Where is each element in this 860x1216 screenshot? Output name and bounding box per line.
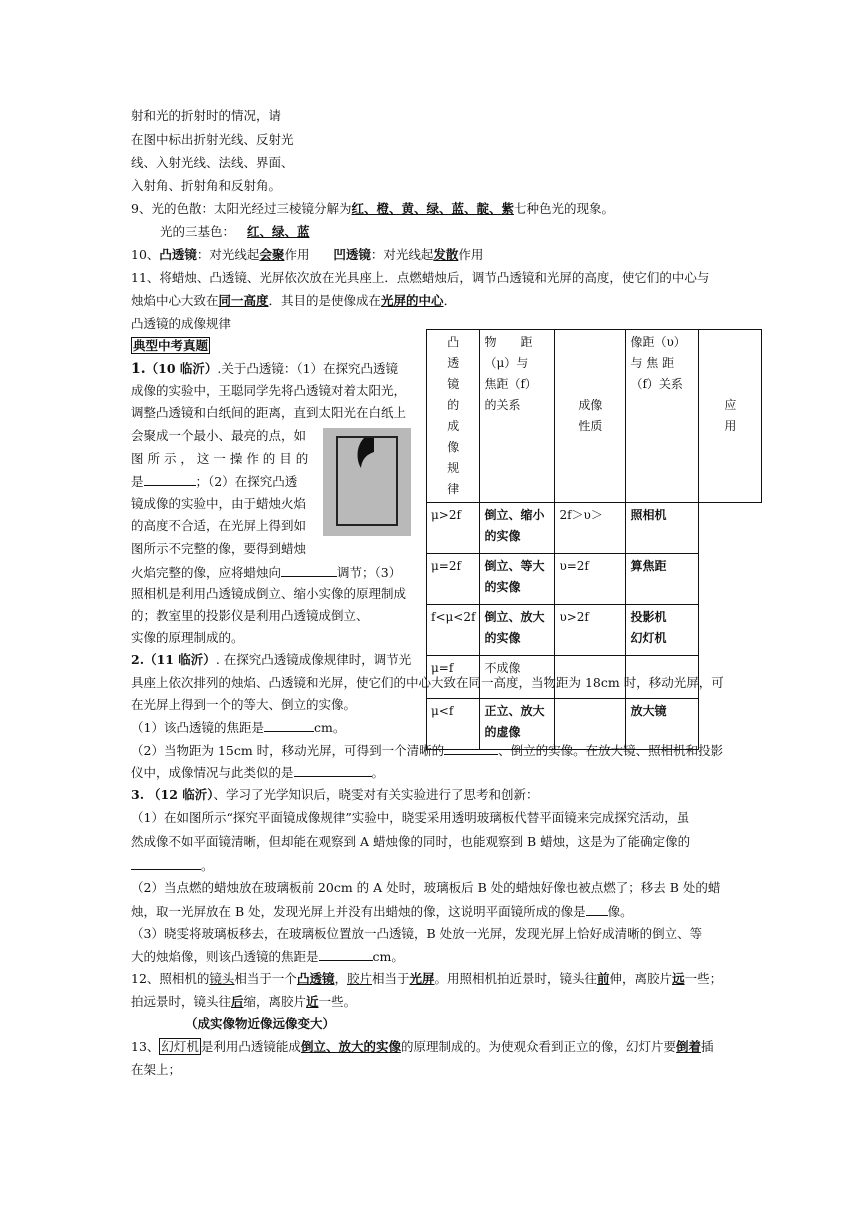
- intro-line-1: 射和光的折射时的情况，请: [131, 108, 282, 123]
- cell-line: μ=f: [431, 661, 454, 675]
- cell-line: 用: [724, 419, 737, 433]
- cell-line: （μ）与: [484, 356, 529, 370]
- q1-line-1: 1.（10 临沂）.关于凸透镜：（1）在探究凸透镜: [131, 361, 399, 377]
- cell-line: 物 距: [484, 335, 533, 349]
- q3-sub-2-cont: 烛，取一光屏放在 B 处，发现光屏上并没有出蜡烛的像，这说明平面镜所成的像是 像。: [131, 904, 633, 919]
- item-10: 10、凸透镜：对光线起会聚作用 凹透镜：对光线起发散作用: [131, 247, 484, 262]
- cell-line: 透: [447, 356, 460, 370]
- cell-line: 的关系: [484, 398, 521, 412]
- q2-line-2: 具座上依次排列的烛焰、凸透镜和光屏，使它们的中心大致在同一高度，当物距为 18cm 时，移动光屏，可: [131, 675, 724, 690]
- cell-line: 性质: [578, 419, 603, 433]
- primary-colors: 光的三基色： 红、绿、蓝: [160, 224, 310, 239]
- cell-line: υ>2f: [559, 610, 589, 624]
- q1-line-2: 成像的实验中，王聪同学先将凸透镜对着太阳光，: [131, 383, 407, 398]
- cell-line: 规: [447, 461, 460, 475]
- cell-line: 的虚像: [484, 725, 521, 739]
- item-9: 9、光的色散：太阳光经过三棱镜分解为红、橙、黄、绿、蓝、靛、紫七种色光的现象。: [131, 201, 614, 216]
- cell-line: 凸: [447, 335, 460, 349]
- cell-object-distance: [427, 503, 480, 554]
- cell-line: υ=2f: [559, 559, 589, 573]
- cell-application: [626, 503, 699, 554]
- cell-line: μ=2f: [431, 559, 461, 573]
- q1-line-9: 图所示不完整的像，要得到蜡烛: [131, 541, 307, 556]
- intro-line-3: 线、入射光线、法线、界面、: [131, 155, 294, 170]
- header-application: [699, 330, 762, 503]
- q3-sub-1-cont: 然成像不如平面镜清晰，但却能在观察到 A 蜡烛像的同时，也能观察到 B 蜡烛，这是为了能确定像的: [131, 834, 691, 849]
- cell-line: 焦距（f）: [484, 377, 537, 391]
- q1-line-13: 实像的原理制成的。: [131, 630, 244, 645]
- cell-line: 成像: [578, 398, 603, 412]
- exam-title: 典型中考真题: [133, 338, 209, 353]
- q1-line-5: 图 所 示 ， 这 一 操 作 的 目 的: [131, 451, 309, 466]
- cell-line: 投影机: [630, 610, 667, 624]
- table-row: [427, 605, 762, 656]
- cell-line: 镜: [447, 377, 460, 391]
- header-image-nature: [555, 330, 626, 503]
- q2-line-3: 在光屏上得到一个的等大、倒立的实像。: [131, 697, 357, 712]
- cell-object-distance: [427, 554, 480, 605]
- table-side-label: [427, 330, 480, 503]
- q3-sub-1: （1）在如图所示“探究平面镜成像规律”实验中，晓雯采用透明玻璃板代替平面镜来完成探究活动，虽: [131, 810, 690, 825]
- q1-line-4: 会聚成一个最小、最亮的点，如: [131, 428, 307, 443]
- q3-sub-3: （3）晓雯将玻璃板移去，在玻璃板位置放一凸透镜，B 处放一光屏，发现光屏上恰好成清晰的倒立、等: [131, 926, 703, 941]
- cell-line: 倒立、放大: [484, 610, 545, 624]
- cell-image-nature: [480, 605, 555, 656]
- q1-line-12: 的；教室里的投影仪是利用凸透镜成倒立、: [131, 608, 369, 623]
- cell-line: 幻灯机: [630, 631, 667, 645]
- item-13-line-1: 13、 幻灯机 是利用凸透镜能成倒立、放大的实像的原理制成的。为使观众看到正立的像，幻灯片要倒着插: [131, 1039, 714, 1054]
- cell-line: 2f＞υ＞: [559, 508, 603, 522]
- answer-blank[interactable]: [319, 948, 373, 961]
- cell-line: 与 焦 距: [630, 356, 675, 370]
- q2-sub-1: （1）该凸透镜的焦距是 cm。: [131, 720, 346, 735]
- cell-object-distance: [427, 605, 480, 656]
- cell-line: 照相机: [630, 508, 667, 522]
- q2-sub-2: （2）当物距为 15cm 时，移动光屏，可得到一个清晰的 、倒立的实像。在放大镜、照相机和投影: [131, 743, 724, 758]
- cell-application: [626, 554, 699, 605]
- q1-line-11: 照相机是利用凸透镜成倒立、缩小实像的原理制成: [131, 586, 407, 601]
- cell-line: 的实像: [484, 631, 521, 645]
- item-12-line-2: 拍远景时，镜头往后缩，离胶片近一些。: [131, 994, 357, 1009]
- answer-blank[interactable]: [586, 903, 608, 916]
- item-12-rule: （成实像物近像远像变大）: [185, 1016, 336, 1031]
- intro-line-4: 入射角、折射角和反射角。: [131, 178, 282, 193]
- header-image-distance: [626, 330, 699, 503]
- answer-blank[interactable]: [131, 857, 201, 870]
- q1-line-6: 是 ；（2）在探究凸透: [131, 474, 298, 489]
- partial-flame-icon: [336, 432, 376, 472]
- cell-line: μ<f: [431, 704, 454, 718]
- cell-application: [626, 605, 699, 656]
- dispersion-colors: 红、橙、黄、绿、蓝、靛、紫: [351, 201, 514, 216]
- q2-sub-2-cont: 仪中，成像情况与此类似的是 。: [131, 765, 385, 780]
- q3-sub-3-cont: 大的烛焰像，则该凸透镜的焦距是 cm。: [131, 949, 404, 964]
- cell-line: 正立、放大: [484, 704, 545, 718]
- cell-image-distance: [555, 605, 626, 656]
- item-13-line-2: 在架上；: [131, 1062, 182, 1077]
- cell-image-distance: [555, 554, 626, 605]
- q1-line-3: 调整凸透镜和白纸间的距离，直到太阳光在白纸上: [131, 405, 407, 420]
- cell-line: 的实像: [484, 580, 521, 594]
- incomplete-image-figure: [323, 428, 411, 536]
- q3-sub-1-end: 。: [131, 857, 214, 874]
- q1-line-10: 火焰完整的像，应将蜡烛向 调节；（3）: [131, 565, 402, 580]
- cell-line: 像距（υ）: [630, 335, 686, 349]
- cell-line: （f）关系: [630, 377, 683, 391]
- cell-line: 不成像: [484, 661, 521, 675]
- item-11-line-2: 烛焰中心大致在同一高度．其目的是使像成在光屏的中心．: [131, 293, 457, 308]
- table-row: [427, 554, 762, 605]
- item-12-line-1: 12、照相机的镜头相当于一个凸透镜，胶片相当于光屏。用照相机拍近景时，镜头往前伸，离胶片远一些；: [131, 971, 723, 986]
- cell-line: f<μ<2f: [431, 610, 476, 624]
- cell-line: 算焦距: [630, 559, 667, 573]
- cell-line: 的实像: [484, 529, 521, 543]
- header-object-distance: [480, 330, 555, 503]
- cell-line: 的: [447, 398, 460, 412]
- answer-blank[interactable]: [294, 764, 372, 777]
- cell-line: 放大镜: [630, 704, 667, 718]
- cell-line: 倒立、等大: [484, 559, 545, 573]
- answer-blank[interactable]: [444, 742, 498, 755]
- q1-line-8: 的高度不合适，在光屏上得到如: [131, 518, 307, 533]
- item-11-line-1: 11、将蜡烛、凸透镜、光屏依次放在光具座上．点燃蜡烛后，调节凸透镜和光屏的高度，使它们的中心与: [131, 270, 710, 285]
- cell-line: 倒立、缩小: [484, 508, 545, 522]
- cell-line: μ>2f: [431, 508, 461, 522]
- cell-image-nature: [480, 503, 555, 554]
- q3-line-1: 3. （12 临沂）、学习了光学知识后，晓雯对有关实验进行了思考和创新：: [131, 787, 539, 802]
- answer-blank[interactable]: [144, 473, 196, 486]
- table-row: [427, 503, 762, 554]
- cell-image-nature: [480, 554, 555, 605]
- cell-line: 应: [724, 398, 737, 412]
- cell-line: 律: [447, 482, 460, 496]
- cell-image-distance: [555, 503, 626, 554]
- q1-line-7: 镜成像的实验中，由于蜡烛火焰: [131, 496, 307, 511]
- answer-blank[interactable]: [264, 719, 314, 732]
- q2-line-1: 2.（11 临沂）. 在探究凸透镜成像规律时，调节光: [131, 652, 412, 667]
- answer-blank[interactable]: [281, 564, 337, 577]
- q3-sub-2: （2）当点燃的蜡烛放在玻璃板前 20cm 的 A 处时，玻璃板后 B 处的蜡烛好像也被点燃了；移去 B 处的蜡: [131, 880, 721, 895]
- section-title: 凸透镜的成像规律: [131, 316, 232, 331]
- cell-line: 成: [447, 419, 460, 433]
- intro-line-2: 在图中标出折射光线、反射光: [131, 132, 294, 147]
- cell-line: 像: [447, 440, 460, 454]
